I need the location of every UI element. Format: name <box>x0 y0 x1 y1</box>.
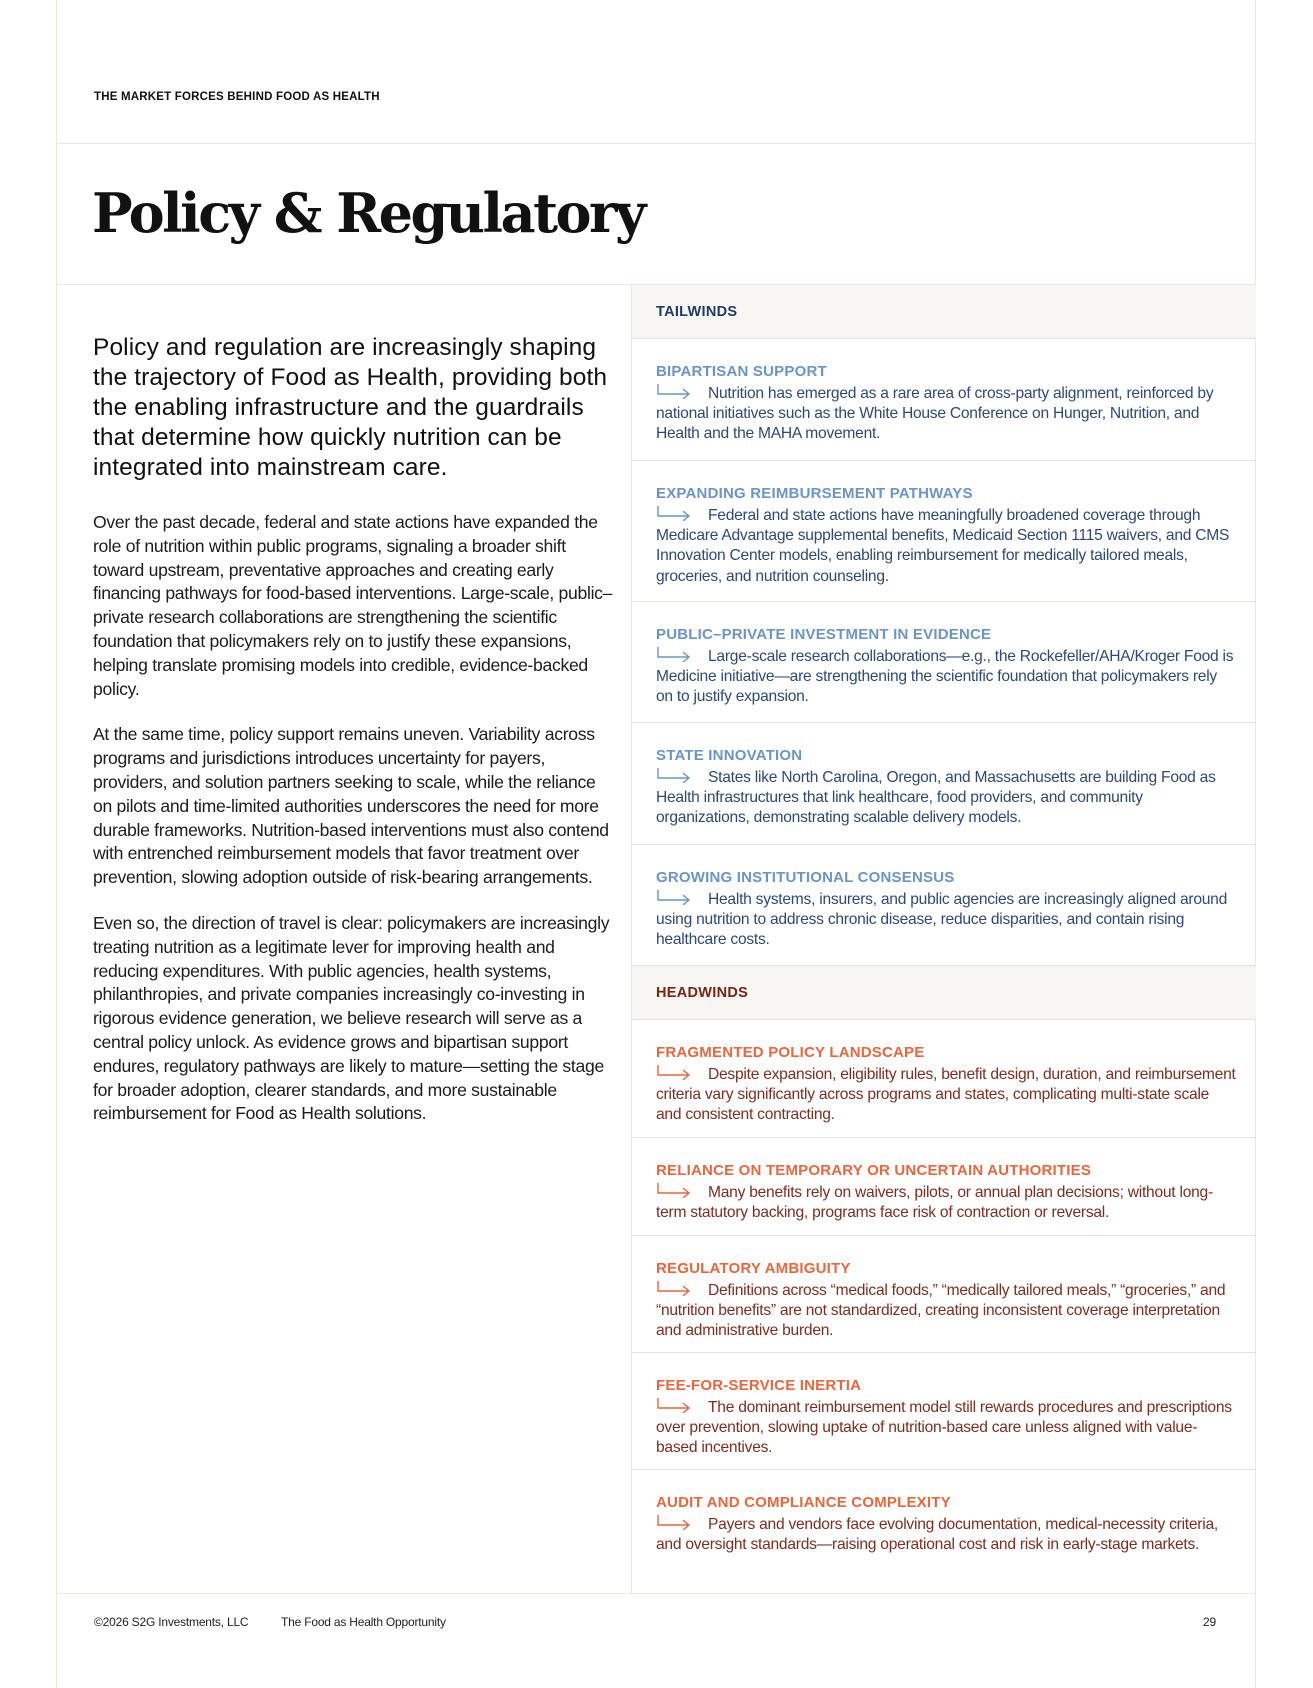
tailwind-title: BIPARTISAN SUPPORT <box>656 363 827 380</box>
headwind-body <box>656 1397 1236 1459</box>
headwind-title: AUDIT AND COMPLIANCE COMPLEXITY <box>656 1494 951 1511</box>
tailwind-text: Nutrition has emerged as a rare area of cross-party alignment, reinforced by national initiatives such as the White House Conference on Hunger, Nutrition, and Health and the MAHA movement. <box>656 385 1214 443</box>
tailwind-title: PUBLIC–PRIVATE INVESTMENT IN EVIDENCE <box>656 626 992 643</box>
headwind-text: Definitions across “medical foods,” “medically tailored meals,” “groceries,” and “nutrition benefits” are not standardized, creating inconsistent coverage interpretation and administrative burden. <box>656 1282 1226 1340</box>
tailwind-title: STATE INNOVATION <box>656 747 803 764</box>
headwind-card <box>632 1353 1256 1470</box>
page-number: 29 <box>1203 1615 1216 1629</box>
arrow-right-icon <box>656 889 692 905</box>
headwind-text: Payers and vendors face evolving documentation, medical-necessity criteria, and oversight standards—raising operational cost and risk in early-stage markets. <box>656 1516 1218 1554</box>
headwind-body <box>656 1514 1236 1555</box>
footer-divider <box>56 1593 1256 1594</box>
headwind-title: REGULATORY AMBIGUITY <box>656 1260 851 1277</box>
headwind-body <box>656 1182 1236 1223</box>
intro-paragraph: At the same time, policy support remains uneven. Variability across programs and jurisdictions introduces uncertainty for payers, providers, and solution partners seeking to scale, while the reliance on pilots and time-limited authorities underscores the need for more durable frameworks. Nutrition-based interventions must also contend with entrenched reimbursement models that favor treatment over prevention, slowing adoption outside of risk-bearing arrangements. <box>93 724 609 888</box>
headwind-text: Many benefits rely on waivers, pilots, or annual plan decisions; without long-term statutory backing, programs face risk of contraction or reversal. <box>656 1184 1213 1222</box>
headwind-body <box>656 1064 1236 1126</box>
headwind-text: The dominant reimbursement model still rewards procedures and prescriptions over prevention, slowing uptake of nutrition-based care unless aligned with value-based incentives. <box>656 1399 1232 1457</box>
footer-publication: The Food as Health Opportunity <box>281 1615 446 1629</box>
headwind-card <box>632 1138 1256 1236</box>
intro-lede: Policy and regulation are increasingly shaping the trajectory of Food as Health, providing both the enabling infrastructure and the guardrails that determine how quickly nutrition can be integrated into mainstream care. <box>93 334 608 481</box>
tailwind-body <box>656 505 1236 587</box>
headwind-card <box>632 1020 1256 1138</box>
tailwind-body <box>656 646 1236 708</box>
intro-paragraph: Even so, the direction of travel is clear: policymakers are increasingly treating nutrition as a legitimate lever for improving health and reducing expenditures. With public agencies, health systems, philanthropies, and private companies increasingly co-investing in rigorous evidence generation, we believe research will serve as a central policy unlock. As evidence grows and bipartisan support endures, regulatory pathways are likely to mature—setting the stage for broader adoption, clearer standards, and more sustainable reimbursement for Food as Health solutions. <box>93 912 610 1124</box>
headwind-card <box>632 1470 1256 1590</box>
page-title: Policy & Regulatory <box>92 181 644 245</box>
tailwind-title: GROWING INSTITUTIONAL CONSENSUS <box>656 869 955 886</box>
tailwind-card <box>632 339 1256 461</box>
header-divider <box>56 143 1256 144</box>
headwind-text: Despite expansion, eligibility rules, benefit design, duration, and reimbursement criteria vary significantly across programs and states, complicating multi-state scale and consistent contracting. <box>656 1066 1236 1124</box>
arrow-right-icon <box>656 1514 692 1530</box>
headwinds-header: HEADWINDS <box>632 966 1256 1020</box>
tailwind-title: EXPANDING REIMBURSEMENT PATHWAYS <box>656 485 973 502</box>
arrow-right-icon <box>656 1280 692 1296</box>
tailwind-text: Large-scale research collaborations—e.g., the Rockefeller/AHA/Kroger Food is Medicine initiative—are strengthening the scientific foundation that policymakers rely on to justify expansion. <box>656 648 1234 706</box>
tailwind-text: Federal and state actions have meaningfully broadened coverage through Medicare Advantage supplemental benefits, Medicaid Section 1115 waivers, and CMS Innovation Center models, enabling reimbursement for medically tailored meals, groceries, and nutrition counseling. <box>656 507 1230 585</box>
headwind-title: FEE-FOR-SERVICE INERTIA <box>656 1377 862 1394</box>
arrow-right-icon <box>656 1397 692 1413</box>
tailwind-card <box>632 845 1256 966</box>
tailwind-body <box>656 767 1236 829</box>
headwind-title: RELIANCE ON TEMPORARY OR UNCERTAIN AUTHORITIES <box>656 1162 1092 1179</box>
tailwinds-list <box>632 339 1256 966</box>
arrow-right-icon <box>656 383 692 399</box>
headwinds-list <box>632 1020 1256 1590</box>
footer-copyright: ©2026 S2G Investments, LLC <box>94 1615 249 1629</box>
tailwind-text: States like North Carolina, Oregon, and Massachusetts are building Food as Health infrastructures that link healthcare, food providers, and community organizations, demonstrating scalable delivery models. <box>656 769 1216 827</box>
arrow-right-icon <box>656 646 692 662</box>
arrow-right-icon <box>656 505 692 521</box>
arrow-right-icon <box>656 1182 692 1198</box>
tailwind-body <box>656 889 1236 951</box>
tailwind-text: Health systems, insurers, and public agencies are increasingly aligned around using nutrition to address chronic disease, reduce disparities, and contain rising healthcare costs. <box>656 891 1228 949</box>
tailwinds-header: TAILWINDS <box>632 285 1256 339</box>
forces-column <box>632 285 1256 1590</box>
intro-column <box>93 333 613 1148</box>
section-kicker: THE MARKET FORCES BEHIND FOOD AS HEALTH <box>94 91 380 103</box>
headwind-title: FRAGMENTED POLICY LANDSCAPE <box>656 1044 925 1061</box>
arrow-right-icon <box>656 767 692 783</box>
tailwind-card <box>632 461 1256 602</box>
headwind-card <box>632 1236 1256 1353</box>
tailwind-body <box>656 383 1236 445</box>
arrow-right-icon <box>656 1064 692 1080</box>
tailwind-card <box>632 602 1256 723</box>
intro-paragraph: Over the past decade, federal and state actions have expanded the role of nutrition within public programs, signaling a broader shift toward upstream, preventative approaches and creating early financing pathways for food-based interventions. Large-scale, public–private research collaborations are strengthening the scientific foundation that policymakers rely on to justify these expansions, helping translate promising models into credible, evidence-backed policy. <box>93 512 613 699</box>
tailwind-card <box>632 723 1256 845</box>
headwind-body <box>656 1280 1236 1342</box>
